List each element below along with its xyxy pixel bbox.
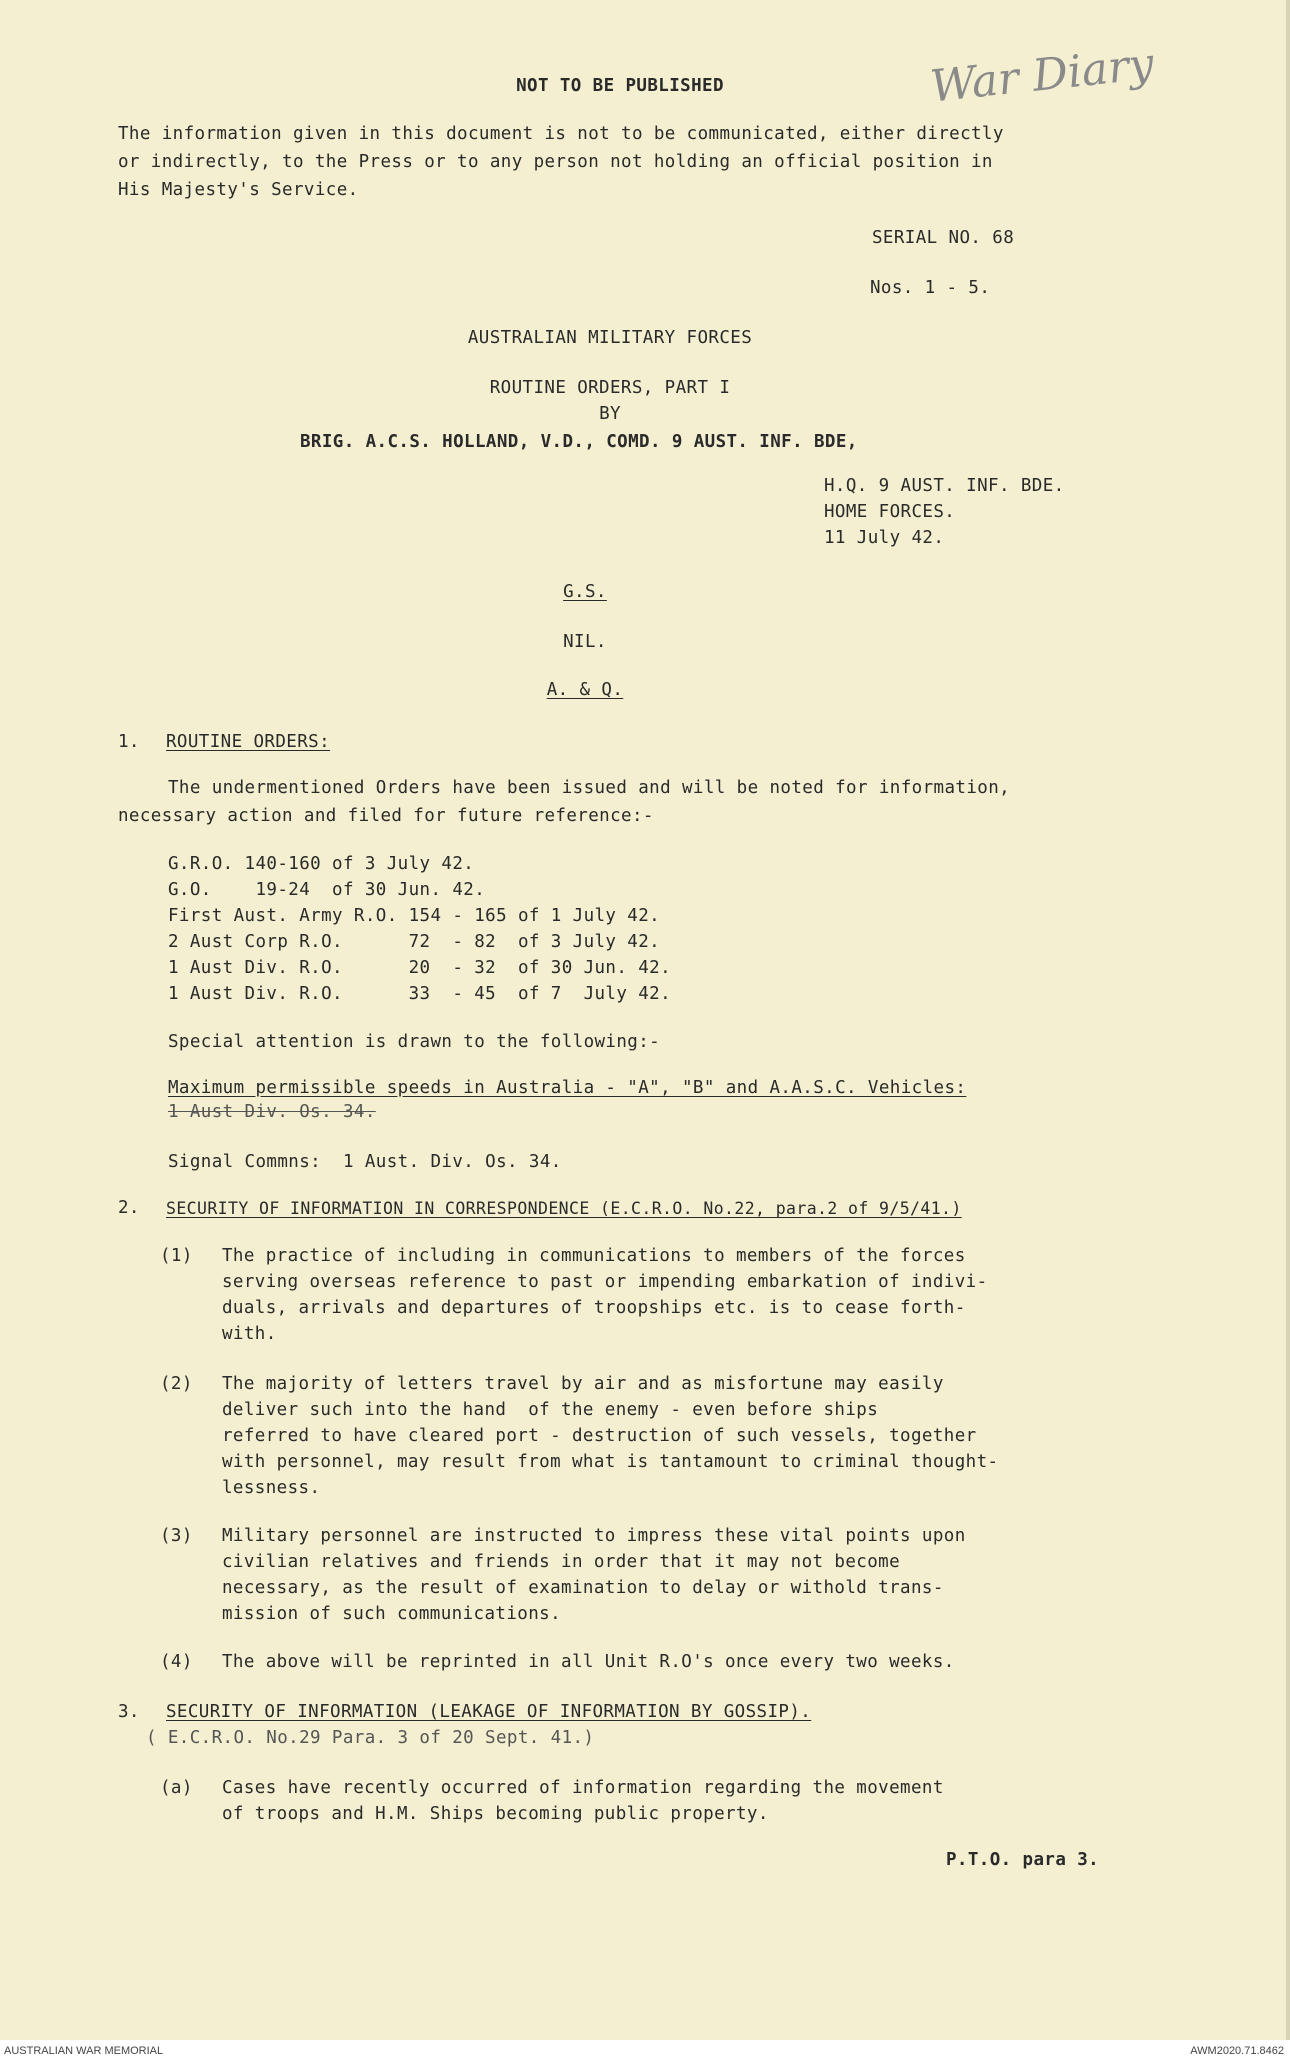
- order-numbers: Nos. 1 - 5.: [870, 278, 991, 298]
- item-2-heading: SECURITY OF INFORMATION IN CORRESPONDENCE (E.C.R.O. No.22, para.2 of 9/5/41.): [166, 1199, 962, 1218]
- item-2-para-1-label: (1): [160, 1246, 193, 1266]
- item-2-para-2-line-4: with personnel, may result from what is tantamount to criminal thought-: [222, 1452, 999, 1472]
- item-2-para-3-line-4: mission of such communications.: [222, 1604, 562, 1624]
- item-2-para-2-label: (2): [160, 1374, 193, 1394]
- item-2-para-3-line-3: necessary, as the result of examination to delay or withold trans-: [222, 1578, 944, 1598]
- item-3-para-line-1: Cases have recently occurred of information regarding the movement: [222, 1778, 944, 1798]
- item-2-para-1-line-3: duals, arrivals and departures of troopships etc. is to cease forth-: [222, 1298, 966, 1318]
- orders-title: ROUTINE ORDERS, PART I: [489, 378, 731, 398]
- handwritten-note: War Diary: [927, 38, 1157, 113]
- item-3-para-label: (a): [160, 1778, 193, 1798]
- item-2-para-1-line-4: with.: [222, 1324, 277, 1344]
- order-ref-5: 1 Aust Div. R.O. 20 - 32 of 30 Jun. 42.: [168, 958, 672, 978]
- notice-line-2: or indirectly, to the Press or to any person not holding an official position in: [118, 152, 993, 172]
- item-2-para-2-line-2: deliver such into the hand of the enemy - even before ships: [222, 1400, 879, 1420]
- restriction-heading: NOT TO BE PUBLISHED: [516, 76, 724, 96]
- footer-archive-name: AUSTRALIAN WAR MEMORIAL: [4, 2045, 164, 2057]
- force-title: AUSTRALIAN MILITARY FORCES: [467, 328, 753, 348]
- order-ref-1: G.R.O. 140-160 of 3 July 42.: [168, 854, 475, 874]
- aq-heading: A. & Q.: [546, 680, 624, 700]
- order-ref-6: 1 Aust Div. R.O. 33 - 45 of 7 July 42.: [168, 984, 672, 1004]
- item-2-para-1-line-2: serving overseas reference to past or impending embarkation of indivi-: [222, 1272, 988, 1292]
- special-item-speeds: Maximum permissible speeds in Australia - "A", "B" and A.A.S.C. Vehicles:: [168, 1078, 967, 1098]
- item-1-intro-2: necessary action and filed for future reference:-: [118, 806, 654, 826]
- gs-heading: G.S.: [563, 582, 607, 602]
- order-ref-2: G.O. 19-24 of 30 Jun. 42.: [168, 880, 486, 900]
- special-item-signal: Signal Commns: 1 Aust. Div. Os. 34.: [168, 1152, 562, 1172]
- item-2-para-3-label: (3): [160, 1526, 193, 1546]
- item-1-heading: ROUTINE ORDERS:: [166, 732, 331, 752]
- order-ref-4: 2 Aust Corp R.O. 72 - 82 of 3 July 42.: [168, 932, 661, 952]
- notice-line-3: His Majesty's Service.: [118, 180, 359, 200]
- item-3-heading: SECURITY OF INFORMATION (LEAKAGE OF INFORMATION BY GOSSIP).: [166, 1702, 812, 1722]
- special-attention-intro: Special attention is drawn to the following:-: [168, 1032, 661, 1052]
- issuer-line: BRIG. A.C.S. HOLLAND, V.D., COMD. 9 AUST. INF. BDE,: [300, 432, 858, 452]
- serial-number: SERIAL NO. 68: [872, 228, 1015, 248]
- item-2-para-1-line-1: The practice of including in communications to members of the forces: [222, 1246, 966, 1266]
- special-item-struck-ref: 1 Aust Div. Os. 34.: [168, 1102, 376, 1122]
- item-1-number: 1.: [118, 732, 140, 752]
- hq-line-1: H.Q. 9 AUST. INF. BDE.: [824, 476, 1065, 496]
- pto-note: P.T.O. para 3.: [946, 1850, 1100, 1870]
- item-2-para-4-line-1: The above will be reprinted in all Unit R.O's once every two weeks.: [222, 1652, 955, 1672]
- item-2-para-2-line-5: lessness.: [222, 1478, 321, 1498]
- item-1-intro-1: The undermentioned Orders have been issued and will be noted for information,: [168, 778, 1011, 798]
- footer-accession-number: AWM2020.71.8462: [1190, 2045, 1284, 2057]
- hq-line-3: 11 July 42.: [824, 528, 945, 548]
- item-2-para-2-line-3: referred to have cleared port - destruction of such vessels, together: [222, 1426, 977, 1446]
- gs-body: NIL.: [563, 632, 607, 652]
- order-ref-3: First Aust. Army R.O. 154 - 165 of 1 July 42.: [168, 906, 661, 926]
- item-3-reference: ( E.C.R.O. No.29 Para. 3 of 20 Sept. 41.): [146, 1728, 595, 1748]
- item-3-number: 3.: [118, 1702, 140, 1722]
- item-3-para-line-2: of troops and H.M. Ships becoming public property.: [222, 1804, 769, 1824]
- item-2-para-3-line-2: civilian relatives and friends in order that it may not become: [222, 1552, 901, 1572]
- notice-line-1: The information given in this document is not to be communicated, either directly: [118, 124, 1004, 144]
- orders-by: BY: [599, 404, 621, 424]
- item-2-number: 2.: [118, 1198, 140, 1218]
- item-2-para-3-line-1: Military personnel are instructed to impress these vital points upon: [222, 1526, 966, 1546]
- item-2-para-2-line-1: The majority of letters travel by air and as misfortune may easily: [222, 1374, 944, 1394]
- archive-footer: [0, 2043, 1290, 2061]
- hq-line-2: HOME FORCES.: [824, 502, 956, 522]
- item-2-para-4-label: (4): [160, 1652, 193, 1672]
